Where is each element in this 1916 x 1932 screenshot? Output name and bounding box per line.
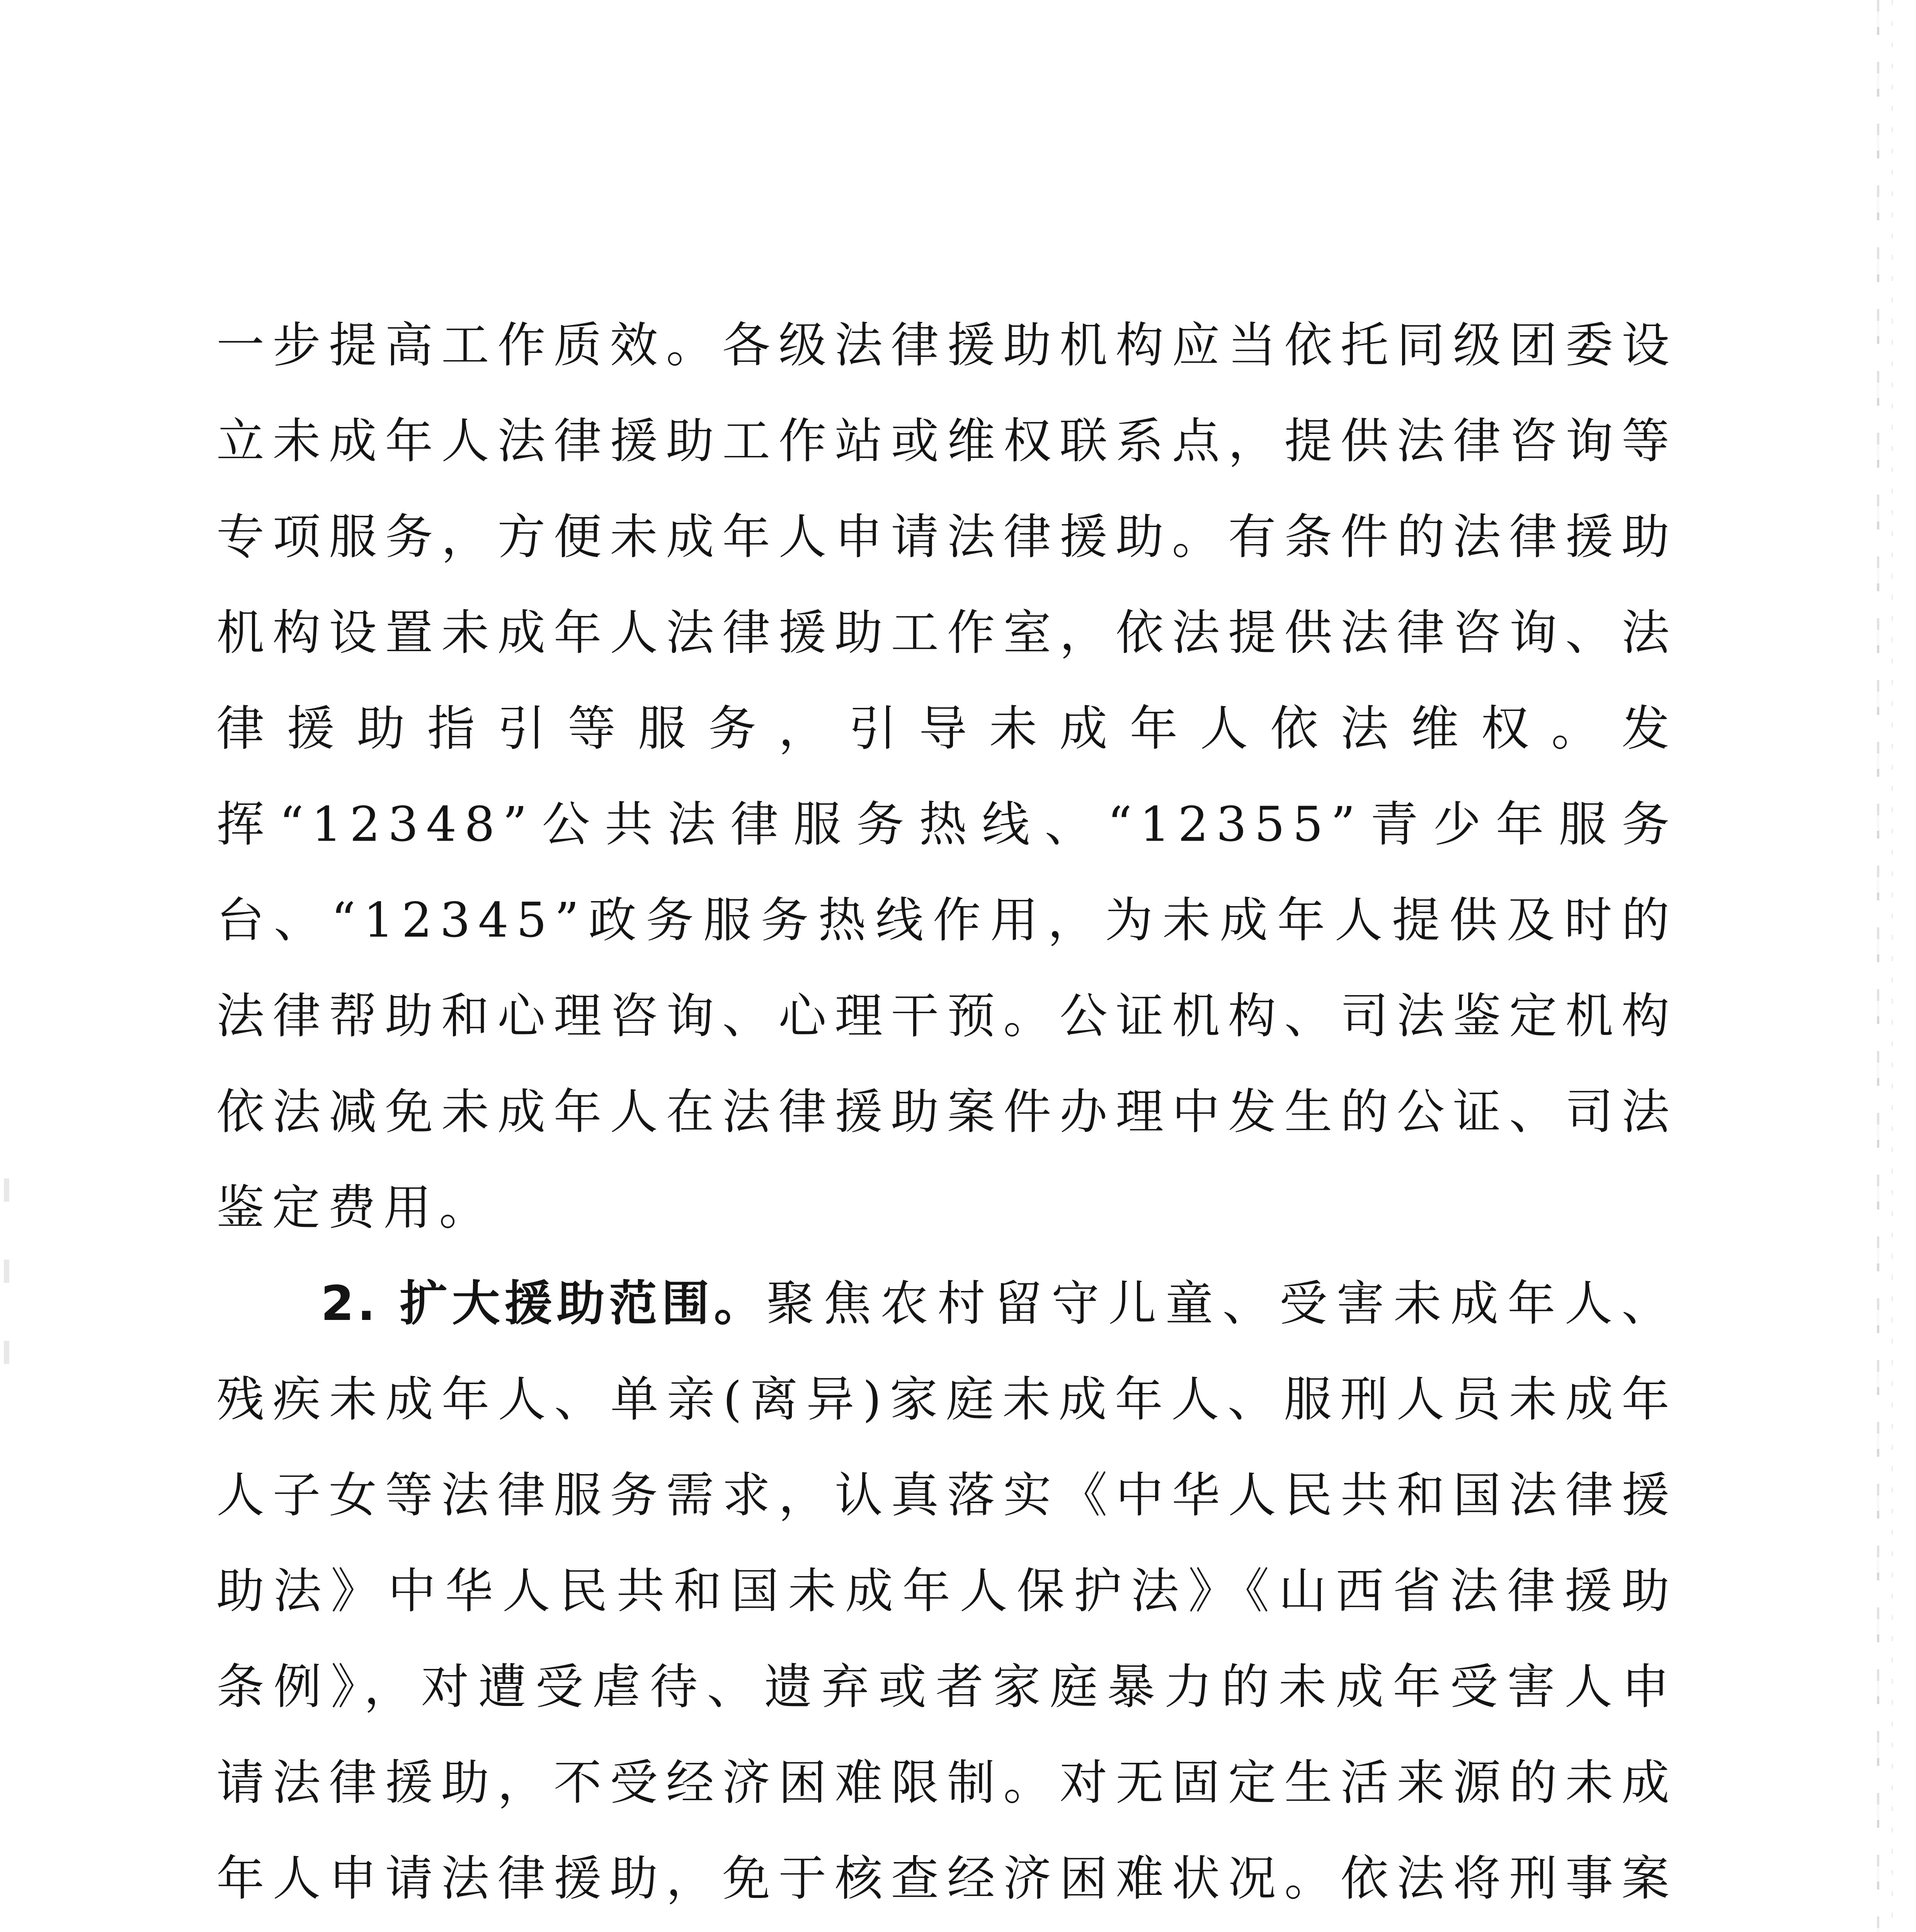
paragraph-expand-scope — [216, 1256, 1677, 1932]
section-heading: 2. 扩大援助范围。 — [321, 1276, 766, 1332]
document-body — [216, 298, 1677, 1932]
paragraph-text: 聚焦农村留守儿童、受害未成年人、残疾未成年人、单亲(离异)家庭未成年人、服刑人员未成年人子女等法律服务需求，认真落实《中华人民共和国法律援助法》中华人民共和国未成年人保护法》《山西省法律援助条例》，对遭受虐待、遗弃或者家庭暴力的未成年受害人申请法律援助，不受经济困难限制。对无固定生活来源的未成年人申请法律援助，免于核查经济困难状况。依法将刑事案 — [216, 1276, 1677, 1906]
paragraph-continuation — [216, 298, 1677, 1256]
scan-mark — [4, 1341, 9, 1364]
scan-edge-marks-secondary — [1892, 0, 1893, 1932]
paragraph-text: 一步提高工作质效。各级法律援助机构应当依托同级团委设立未成年人法律援助工作站或维权联系点，提供法律咨询等专项服务，方便未成年人申请法律援助。有条件的法律援助机构设置未成年人法律援助工作室，依法提供法律咨询、法律援助指引等服务，引导未成年人依法维权。发挥“12348”公共法律服务热线、“12355”青少年服务台、“12345”政务服务热线作用，为未成年人提供及时的法律帮助和心理咨询、心理干预。公证机构、司法鉴定机构依法减免未成年人在法律援助案件办理中发生的公证、司法鉴定费用。 — [216, 318, 1677, 1236]
scan-edge-marks — [1877, 0, 1879, 1932]
scan-mark — [4, 1179, 9, 1202]
scan-mark — [4, 1260, 9, 1283]
scan-left-marks — [4, 1179, 15, 1410]
